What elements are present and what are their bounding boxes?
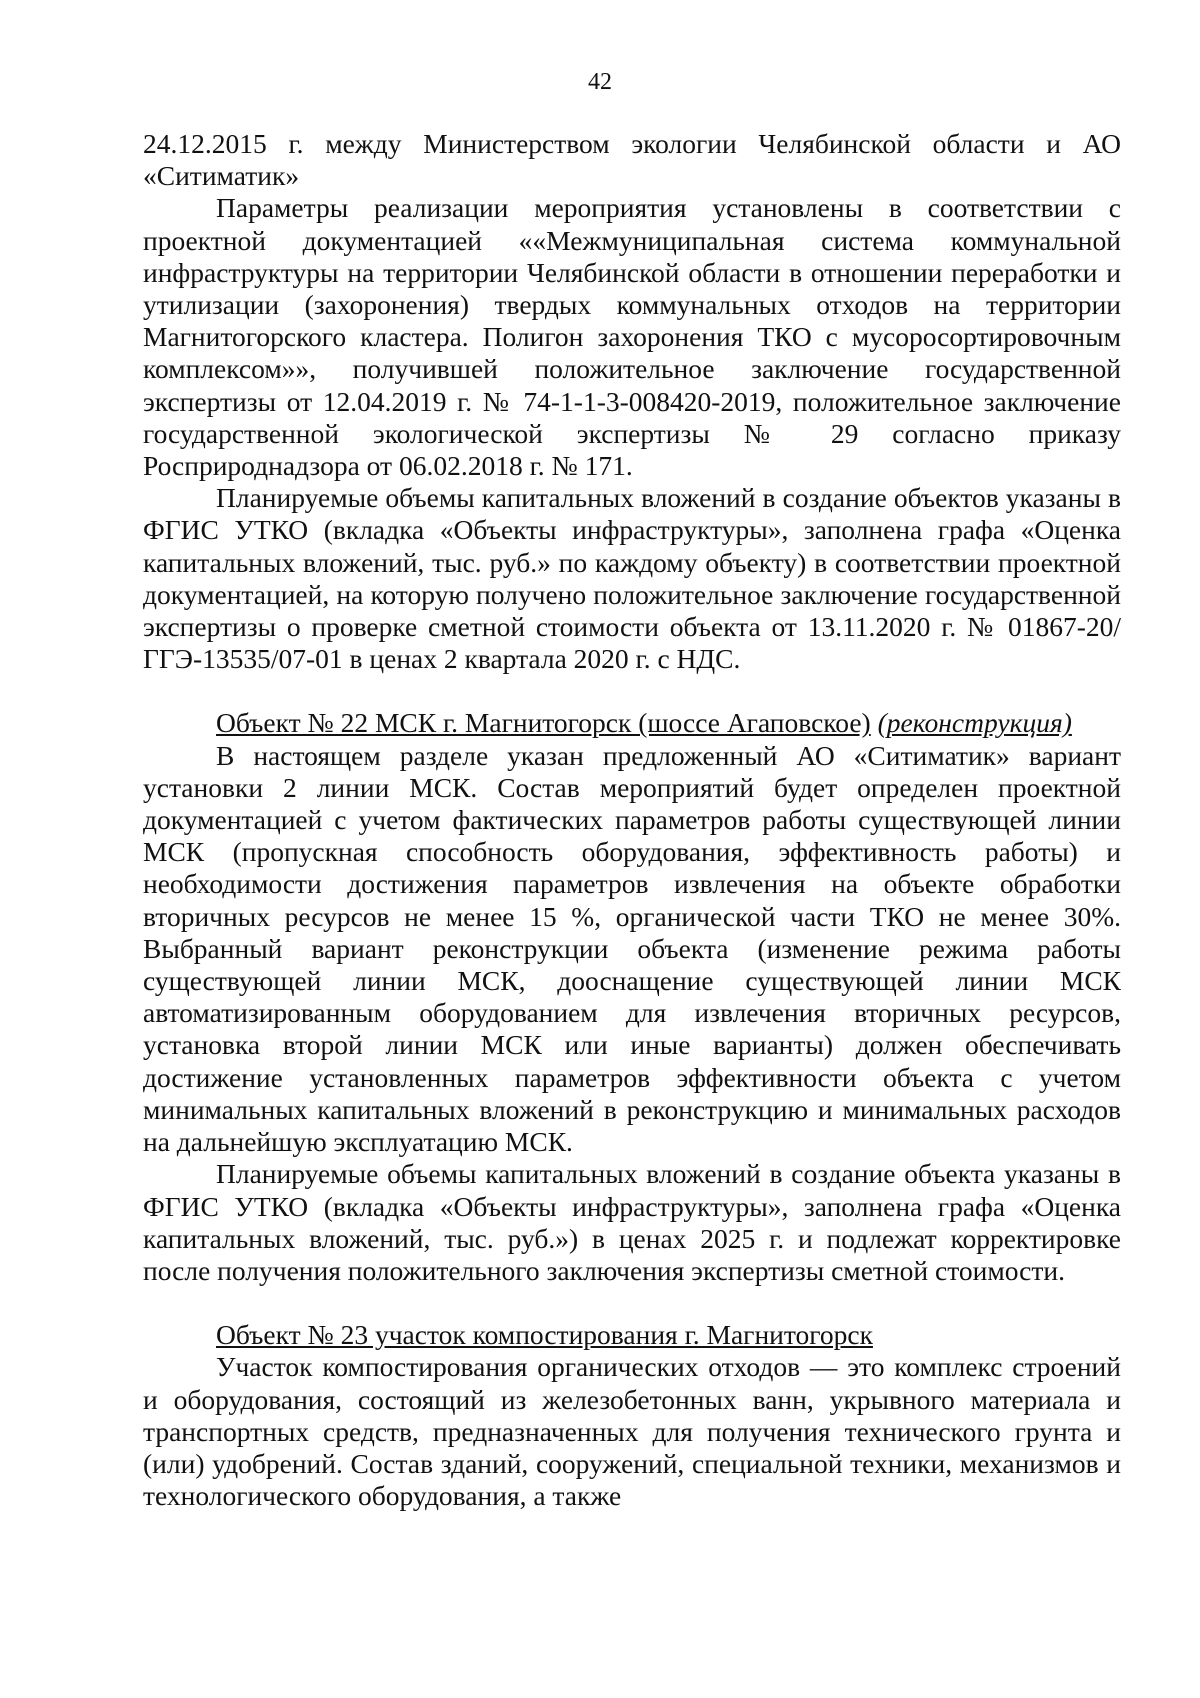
paragraph-agreement-continuation: 24.12.2015 г. между Министерством экологии Челябинской области и АО «Ситиматик» xyxy=(143,128,1121,192)
section-heading-object-22 xyxy=(143,707,1121,739)
paragraph-object-22-investments: Планируемые объемы капитальных вложений в создание объекта указаны в ФГИС УТКО (вкладка «Объекты инфраструктуры», заполнена графа «Оценка капитальных вложений, тыс. руб.») в ценах 2025 г. и подлежат корректировке после получения положительного заключения экспертизы сметной стоимости. xyxy=(143,1158,1121,1286)
paragraph-project-parameters: Параметры реализации мероприятия установлены в соответствии с проектной документацией ««Межмуниципальная система коммунальной инфраструктуры на территории Челябинской области в отношении переработки и утилизации (захоронения) твердых коммунальных отходов на территории Магнитогорского кластера. Полигон захоронения ТКО с мусоросортировочным комплексом»», получившей положительное заключение государственной экспертизы от 12.04.2019 г. № 74-1-1-3-008420-2019, положительное заключение государственной экологической экспертизы № 29 согласно приказу Росприроднадзора от 06.02.2018 г. № 171. xyxy=(143,192,1121,482)
object-22-reconstruction-note: (реконструкция) xyxy=(877,707,1072,739)
object-22-title: Объект № 22 МСК г. Магнитогорск (шоссе Агаповское) xyxy=(216,707,871,739)
section-spacer xyxy=(143,675,1121,707)
object-23-title: Объект № 23 участок компостирования г. Магнитогорск xyxy=(216,1319,873,1351)
page-number: 42 xyxy=(588,69,612,95)
paragraph-object-22-description: В настоящем разделе указан предложенный АО «Ситиматик» вариант установки 2 линии МСК. Состав мероприятий будет определен проектной документацией с учетом фактических параметров работы существующей линии МСК (пропускная способность оборудования, эффективность работы) и необходимости достижения параметров извлечения на объекте обработки вторичных ресурсов не менее 15 %, органической части ТКО не менее 30%. Выбранный вариант реконструкции объекта (изменение режима работы существующей линии МСК, дооснащение существующей линии МСК автоматизированным оборудованием для извлечения вторичных ресурсов, установка второй линии МСК или иные варианты) должен обеспечивать достижение установленных параметров эффективности объекта с учетом минимальных капитальных вложений в реконструкцию и минимальных расходов на дальнейшую эксплуатацию МСК. xyxy=(143,739,1121,1158)
document-body xyxy=(143,128,1121,1512)
paragraph-capital-investments: Планируемые объемы капитальных вложений в создание объектов указаны в ФГИС УТКО (вкладка «Объекты инфраструктуры», заполнена графа «Оценка капитальных вложений, тыс. руб.» по каждому объекту) в соответствии проектной документацией, на которую получено положительное заключение государственной экспертизы о проверке сметной стоимости объекта от 13.11.2020 г. № 01867-20/ГГЭ-13535/07-01 в ценах 2 квартала 2020 г. с НДС. xyxy=(143,482,1121,675)
section-heading-object-23 xyxy=(143,1319,1121,1351)
paragraph-object-23-description: Участок компостирования органических отходов — это комплекс строений и оборудования, состоящий из железобетонных ванн, укрывного материала и транспортных средств, предназначенных для получения технического грунта и (или) удобрений. Состав зданий, сооружений, специальной техники, механизмов и технологического оборудования, а также xyxy=(143,1351,1121,1512)
section-spacer xyxy=(143,1287,1121,1319)
